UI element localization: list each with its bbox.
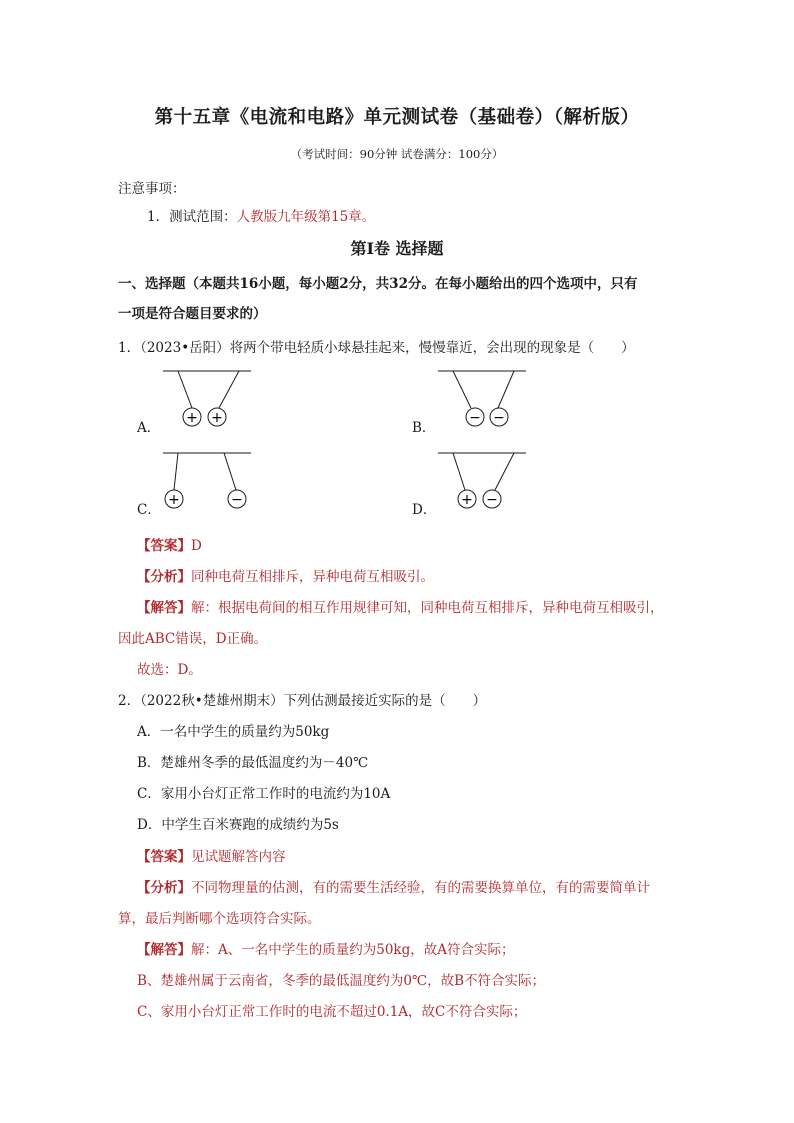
q1-answer [137, 534, 202, 554]
q2-solution-line-1 [137, 938, 515, 958]
q1-option-d-label: D． [412, 502, 437, 518]
analysis-text: 同种电荷互相排斥，异种电荷互相吸引。 [191, 569, 434, 585]
part-intro-line-2: 一项是符合题目要求的） [118, 306, 267, 322]
notice-heading: 注意事项： [118, 181, 186, 197]
q2-option-a: A．一名中学生的质量约为50kg [137, 724, 330, 740]
q1-analysis [137, 565, 434, 585]
q2-answer [137, 845, 286, 865]
q1-solution-line-1 [137, 596, 664, 616]
q2-option-d: D．中学生百米赛跑的成绩约为5s [137, 817, 339, 833]
charge-left: − [469, 410, 481, 426]
solution-tag: 【解答】 [137, 600, 191, 616]
charge-left: + [461, 492, 473, 508]
thread-right [224, 453, 236, 490]
q1-option-b-label: B． [412, 420, 436, 436]
q1-option-b-figure [435, 368, 530, 433]
q2-option-c: C．家用小台灯正常工作时的电流约为10A [137, 786, 391, 802]
thread-left [174, 453, 178, 490]
q1-option-a-label: A． [137, 420, 161, 436]
charge-right: − [493, 410, 505, 426]
q1-stem: 1．（2023•岳阳）将两个带电轻质小球悬挂起来，慢慢靠近，会出现的现象是（ ） [118, 340, 635, 356]
q2-option-b: B．楚雄州冬季的最低温度约为－40℃ [137, 755, 369, 771]
q2-solution-line-3: C、家用小台灯正常工作时的电流不超过0.1A，故C不符合实际； [137, 1004, 527, 1020]
q2-stem: 2．（2022秋•楚雄州期末）下列估测最接近实际的是（ ） [118, 693, 487, 709]
document-title: 第十五章《电流和电路》单元测试卷（基础卷）（解析版） [154, 107, 640, 128]
charge-right: − [486, 492, 498, 508]
solution-tag: 【解答】 [137, 942, 191, 958]
analysis-text: 不同物理量的估测，有的需要生活经验，有的需要换算单位，有的需要简单计 [191, 880, 650, 896]
q1-choice: 故选：D。 [137, 662, 202, 678]
q1-option-a-figure [160, 368, 255, 433]
charge-right: + [211, 410, 223, 426]
q1-option-d-figure [435, 450, 530, 515]
part-intro-line-1: 一、选择题（本题共16小题，每小题2分，共32分。在每小题给出的四个选项中，只有 [118, 276, 638, 292]
q1-option-c-label: C． [137, 502, 161, 518]
notice-item-1-number: 1．测试范围： [147, 209, 237, 225]
answer-text: 见试题解答内容 [191, 849, 286, 865]
thread-right [219, 371, 239, 408]
thread-right [495, 453, 514, 490]
q2-analysis-line-1 [137, 876, 650, 896]
q2-solution-line-2: B、楚雄州属于云南省，冬季的最低温度约为0℃，故B不符合实际； [137, 973, 546, 989]
analysis-tag: 【分析】 [137, 569, 191, 585]
thread-left [453, 371, 471, 408]
exam-info: （考试时间：90分钟 试卷满分：100分） [290, 147, 504, 161]
notice-item-1-text: 人教版九年级第15章。 [236, 209, 376, 225]
charge-right: − [231, 492, 243, 508]
solution-text: 解：根据电荷间的相互作用规律可知，同种电荷互相排斥，异种电荷互相吸引， [191, 600, 664, 616]
notice-item-1 [147, 205, 375, 225]
answer-tag: 【答案】 [137, 538, 191, 554]
answer-text: D [191, 538, 202, 554]
charge-left: + [168, 492, 180, 508]
charge-left: + [186, 410, 198, 426]
solution-text: 解：A、一名中学生的质量约为50kg，故A符合实际； [191, 942, 515, 958]
q1-solution-line-2: 因此ABC错误，D正确。 [118, 631, 268, 647]
analysis-tag: 【分析】 [137, 880, 191, 896]
section-title: 第Ⅰ卷 选择题 [350, 239, 444, 258]
thread-left [178, 371, 192, 408]
thread-right [498, 371, 514, 408]
answer-tag: 【答案】 [137, 849, 191, 865]
q2-analysis-line-2: 算，最后判断哪个选项符合实际。 [118, 911, 321, 927]
thread-left [453, 453, 465, 490]
q1-option-c-figure [160, 450, 255, 515]
